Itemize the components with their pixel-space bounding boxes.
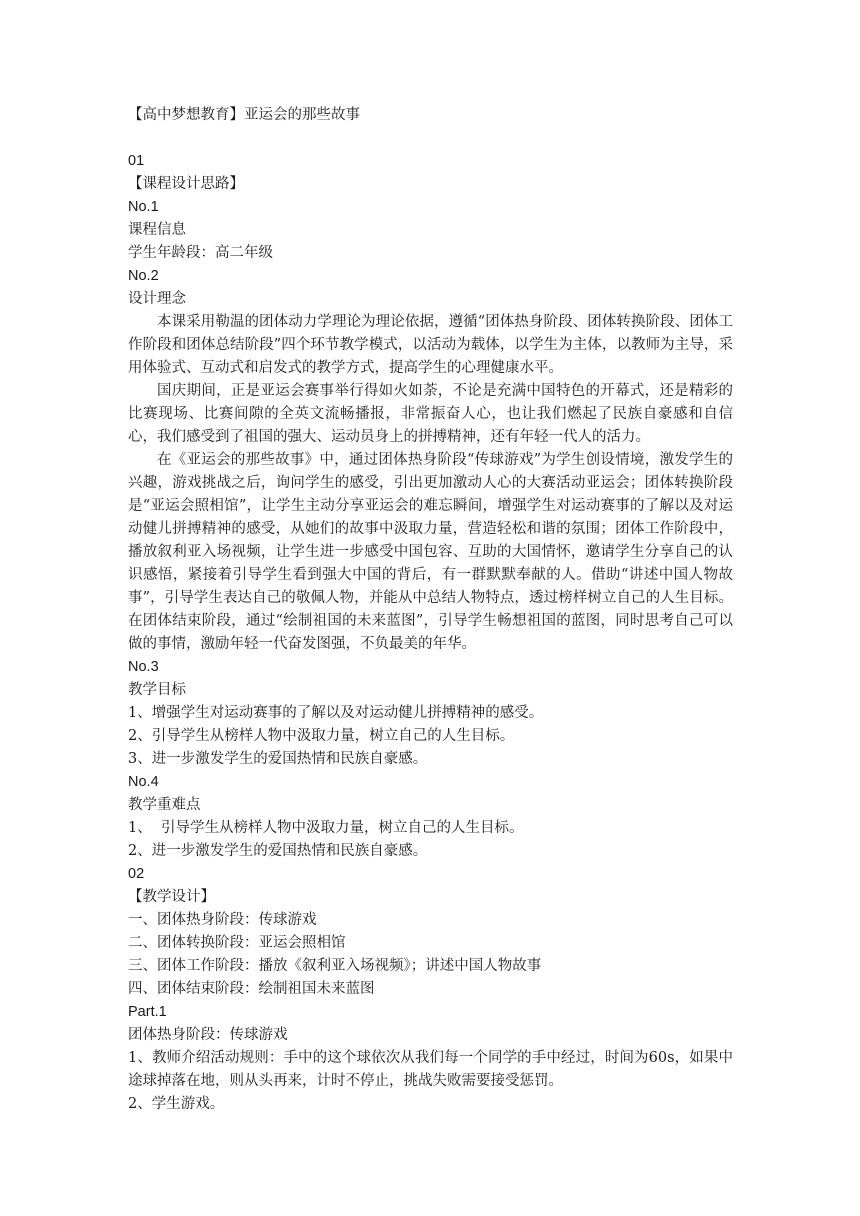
design-paragraph-2: 国庆期间，正是亚运会赛事举行得如火如荼，不论是充满中国特色的开幕式，还是精彩的比赛现场、比赛间隙的全英文流畅播报，非常振奋人心，也让我们燃起了民族自豪感和自信心，我们感受到了祖国的强大、运动员身上的拼搏精神，还有年轻一代人的活力。 xyxy=(128,383,733,445)
stage-item-4: 四、团体结束阶段：绘制祖国未来蓝图 xyxy=(128,981,375,997)
item-number-4: No.4 xyxy=(128,774,159,790)
teaching-goal-1: 1、增强学生对运动赛事的了解以及对运动健儿拼搏精神的感受。 xyxy=(128,705,544,721)
section-number-01: 01 xyxy=(128,153,145,169)
activity-step-2: 2、学生游戏。 xyxy=(128,1096,225,1112)
stage-item-3: 三、团体工作阶段：播放《叙利亚入场视频》；讲述中国人物故事 xyxy=(128,958,542,974)
design-concept-label: 设计理念 xyxy=(128,291,186,307)
student-age-text: 学生年龄段：高二年级 xyxy=(128,245,273,261)
stage-item-1: 一、团体热身阶段：传球游戏 xyxy=(128,912,317,928)
section-heading-teaching-design: 【教学设计】 xyxy=(128,889,215,905)
key-point-2: 2、进一步激发学生的爱国热情和民族自豪感。 xyxy=(128,843,428,859)
key-point-1: 1、 引导学生从榜样人物中汲取力量，树立自己的人生目标。 xyxy=(128,820,524,836)
design-paragraph-1: 本课采用勒温的团体动力学理论为理论依据，遵循“团体热身阶段、团体转换阶段、团体工作阶段和团体总结阶段”四个环节教学模式，以活动为载体，以学生为主体，以教师为主导，采用体验式、互动式和启发式的教学方式，提高学生的心理健康水平。 xyxy=(128,314,733,376)
teaching-goal-3: 3、进一步激发学生的爱国热情和民族自豪感。 xyxy=(128,751,428,767)
part-number-1: Part.1 xyxy=(128,1004,167,1020)
item-number-3: No.3 xyxy=(128,659,159,675)
section-number-02: 02 xyxy=(128,866,145,882)
key-points-label: 教学重难点 xyxy=(128,797,201,813)
course-info-label: 课程信息 xyxy=(128,222,186,238)
section-heading-course-design: 【课程设计思路】 xyxy=(128,176,244,192)
teaching-goal-2: 2、引导学生从榜样人物中汲取力量，树立自己的人生目标。 xyxy=(128,728,515,744)
design-paragraph-3: 在《亚运会的那些故事》中，通过团体热身阶段“传球游戏”为学生创设情境，激发学生的兴趣，游戏挑战之后，询问学生的感受，引出更加激动人心的大赛活动亚运会；团体转换阶段是“亚运会照相馆”，让学生主动分享亚运会的难忘瞬间，增强学生对运动赛事的了解以及对运动健儿拼搏精神的感受，从她们的故事中汲取力量，营造轻松和谐的氛围；团体工作阶段中，播放叙利亚入场视频，让学生进一步感受中国包容、互助的大国情怀，邀请学生分享自己的认识感悟，紧接着引导学生看到强大中国的背后，有一群默默奉献的人。借助“讲述中国人物故事”，引导学生表达自己的敬佩人物，并能从中总结人物特点，透过榜样树立自己的人生目标。在团体结束阶段，通过“绘制祖国的未来蓝图”，引导学生畅想祖国的蓝图，同时思考自己可以做的事情，激励年轻一代奋发图强，不负最美的年华。 xyxy=(128,452,733,652)
item-number-2: No.2 xyxy=(128,268,159,284)
document-title: 【高中梦想教育】亚运会的那些故事 xyxy=(128,107,360,123)
stage-item-2: 二、团体转换阶段：亚运会照相馆 xyxy=(128,935,346,951)
document-body xyxy=(128,150,733,1116)
teaching-goals-label: 教学目标 xyxy=(128,682,186,698)
activity-step-1: 1、教师介绍活动规则：手中的这个球依次从我们每一个同学的手中经过，时间为60s，如果中途球掉落在地，则从头再来，计时不停止，挑战失败需要接受惩罚。 xyxy=(128,1050,733,1089)
part1-title: 团体热身阶段：传球游戏 xyxy=(128,1027,288,1043)
item-number-1: No.1 xyxy=(128,199,159,215)
